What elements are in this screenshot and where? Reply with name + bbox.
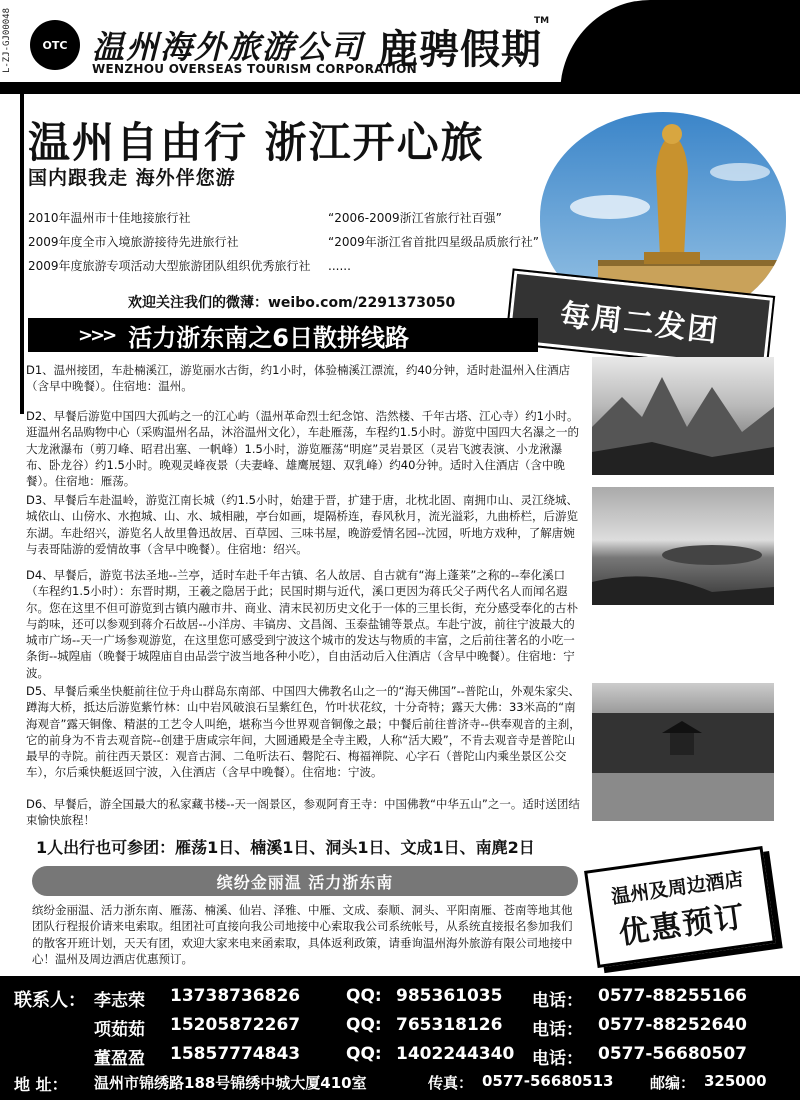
tel-label: 电话： xyxy=(532,991,583,1011)
contact-label: 联系人： xyxy=(14,990,86,1011)
itinerary-day-6: D6、早餐后，游全国最大的私家藏书楼--天一阁景区，参观阿育王寺：中国佛教“中华五山”之一。适时送团结束愉快旅程！ xyxy=(26,797,580,828)
contact-row xyxy=(0,1044,800,1072)
contact-qq[interactable]: 765318126 xyxy=(396,1015,503,1035)
itinerary-day-5: D5、早餐后乘坐快艇前往位于舟山群岛东南部、中国四大佛教名山之一的“海天佛国”--普陀山，外观朱家尖、蹲海大桥，抵达后游览紫竹林：山中岩风破浪石呈紫红色，竹叶状花纹，十分奇特；露天大佛：33米高的“南海观音”露天铜像、精湛的工艺令人叫绝，堪称当今世界观音铜像之最；中餐后前往普济寺--供奉观音的主刹，它的前身为不肯去观音院--创建于唐咸宗年间，大圆通殿是全寺主殿，人称“活大殿”，不肯去观音寺是普陀山最早的寺院。前往西天景区：观音古洞、二龟听法石、磐陀石、梅福禅院、心字石（普陀山内乘坐景区公交车），尔后乘快艇返回宁波，入住酒店（含早中晚餐）。住宿地：宁波。 xyxy=(26,684,581,780)
fax-label: 传真： xyxy=(428,1074,474,1092)
zip-value: 325000 xyxy=(704,1072,767,1090)
logo-text: OTC xyxy=(42,38,68,52)
mountain-photo xyxy=(592,357,774,475)
route-title-bar xyxy=(28,318,538,352)
lake-pavilion-photo xyxy=(592,683,774,821)
hotel-promo-badge xyxy=(584,846,776,968)
itinerary-day-1: D1、温州接团，车赴楠溪江，游览丽水古街，约1小时，体验楠溪江漂流，约40分钟，适时赴温州入住酒店（含早中晚餐）。住宿地：温州。 xyxy=(26,363,571,394)
route-title: 活力浙东南之6日散拼线路 xyxy=(128,323,409,352)
itinerary-day-2: D2、早餐后游览中国四大孤屿之一的江心屿（温州革命烈士纪念馆、浩然楼、千年古塔、江心寺）约1小时。逛温州名品购物中心（采购温州名品，沐浴温州文化），车赴雁荡，车程约1.5小时。游览中国四大名瀑之一的大龙湫瀑布（剪刀峰、昭君出塞、一帆峰）1.5小时，游览雁荡“明庭”灵岩景区（灵岩飞渡表演、小龙湫瀑布、卧龙谷）约1.5小时。晚观灵峰夜景（夫妻峰、雄鹰展翅、双乳峰）约40分钟。适时入住酒店（含中晚餐）。住宿地：雁荡。 xyxy=(26,409,580,489)
address-value: 温州市锦绣路188号锦绣中城大厦410室 xyxy=(94,1074,367,1092)
promo-title-bar xyxy=(32,866,578,896)
brand-tm: TM xyxy=(534,16,550,26)
contact-mobile[interactable]: 15205872267 xyxy=(170,1015,301,1035)
chevron-right-icon: >>> xyxy=(78,324,115,346)
award-item: “2009年浙江省首批四星级品质旅行社” xyxy=(328,235,539,249)
company-name-en: WENZHOU OVERSEAS TOURISM CORPORATION xyxy=(92,62,418,76)
itinerary-day-3: D3、早餐后车赴温岭，游览江南长城（约1.5小时，始建于晋，扩建于唐，北枕北固、南拥巾山、灵江绕城、城依山、山傍水、水抱城、山、水、城相融，亭台如画，堤隔桥连，春风秋月，流光溢彩，九曲桥栏，后游览东湖。车赴绍兴，游览名人故里鲁迅故居、百草园、三味书屋，晚游爱情名园--沈园，听地方戏种，了解唐婉与表哥陆游的爱情故事（含早中晚餐）。住宿地：绍兴。 xyxy=(26,493,578,556)
hotel-promo-line2: 优惠预订 xyxy=(616,899,749,952)
contact-mobile[interactable]: 15857774843 xyxy=(170,1044,301,1064)
tel-label: 电话： xyxy=(532,1020,583,1040)
contact-qq[interactable]: 985361035 xyxy=(396,986,503,1006)
contact-tel[interactable]: 0577-88252640 xyxy=(598,1015,747,1035)
brand-name: 鹿骋假期 xyxy=(378,26,542,73)
contact-qq[interactable]: 1402244340 xyxy=(396,1044,515,1064)
license-code: L-ZJ-GJ00048 xyxy=(2,8,12,74)
departure-badge: 每周二发团 xyxy=(507,271,773,370)
itinerary-day-4: D4、早餐后，游览书法圣地--兰亭，适时车赴千年古镇、名人故居、自古就有“海上蓬莱”之称的--奉化溪口（车程约1.5小时）：东晋时期，王羲之隐居于此；民国时期与近代，溪口更因为蒋氏父子两代名人而闻名遐尔。您在这里不但可游览到古镇内融市井、商业、清末民初历史文化于一体的三里长街，充分感受奉化的古朴与韵味，还可以参观到蒋介石故居--小洋房、丰镐房、文昌阁、玉泰盐铺等景点。车赴宁波，前往宁波最大的城市广场--天一广场参观游览，在这里您可感受到宁波这个城市的发达与物质的丰富，之后前往著名的小吃一条街--城隍庙（晚餐于城隍庙自由品尝宁波当地各种小吃），自由活动后入住酒店（含早中晚餐）。住宿地：宁波。 xyxy=(26,568,578,680)
zip-label: 邮编： xyxy=(650,1074,696,1092)
qq-label: QQ: xyxy=(346,986,382,1006)
contact-mobile[interactable]: 13738736826 xyxy=(170,986,301,1006)
promo-title: 缤纷金丽温 活力浙东南 xyxy=(216,872,394,892)
sub-title: 国内跟我走 海外伴您游 xyxy=(28,167,236,189)
coast-photo xyxy=(592,487,774,605)
award-item: 2009年度旅游专项活动大型旅游团队组织优秀旅行社 xyxy=(28,259,311,273)
promo-text: 缤纷金丽温、活力浙东南、雁荡、楠溪、仙岩、泽雅、中雁、文成、泰顺、洞头、平阳南雁、苍南等地其他团队行程报价请来电索取。组团社可直接向我公司地接中心索取我公司系统帐号，从系统直接报名参加我们的散客开班计划，天天有团，欢迎大家来电来函索取，具体返利政策，请垂询温州海外旅游有限公司地接中心！温州及周边酒店优惠预订。 xyxy=(32,903,573,967)
award-item: “2006-2009浙江省旅行社百强” xyxy=(328,211,502,225)
address-label: 地 址： xyxy=(14,1075,68,1094)
single-traveler-note: 1人出行也可参团：雁荡1日、楠溪1日、洞头1日、文成1日、南麂2日 xyxy=(36,838,535,857)
address-row xyxy=(0,1072,800,1100)
contact-row xyxy=(0,986,800,1014)
award-item: 2009年度全市入境旅游接待先进旅行社 xyxy=(28,235,239,249)
weibo-link[interactable]: 欢迎关注我们的微薄：weibo.com/2291373050 xyxy=(128,295,456,311)
company-name-cn: 温州海外旅游公司 xyxy=(92,28,365,66)
main-title: 温州自由行 浙江开心旅 xyxy=(28,118,485,167)
fax-value[interactable]: 0577-56680513 xyxy=(482,1072,614,1090)
contact-row xyxy=(0,1015,800,1043)
qq-label: QQ: xyxy=(346,1044,382,1064)
contact-name: 李志荣 xyxy=(94,991,145,1011)
tel-label: 电话： xyxy=(532,1049,583,1069)
contact-tel[interactable]: 0577-56680507 xyxy=(598,1044,747,1064)
contact-name: 项茹茹 xyxy=(94,1020,145,1040)
contact-footer xyxy=(0,976,800,1100)
contact-tel[interactable]: 0577-88255166 xyxy=(598,986,747,1006)
award-item: 2010年温州市十佳地接旅行社 xyxy=(28,211,191,225)
left-rule-divider xyxy=(20,94,24,414)
hotel-promo-line1: 温州及周边酒店 xyxy=(609,868,745,909)
award-item: ...... xyxy=(328,259,351,273)
company-logo xyxy=(30,20,80,70)
qq-label: QQ: xyxy=(346,1015,382,1035)
contact-name: 董盈盈 xyxy=(94,1049,145,1069)
